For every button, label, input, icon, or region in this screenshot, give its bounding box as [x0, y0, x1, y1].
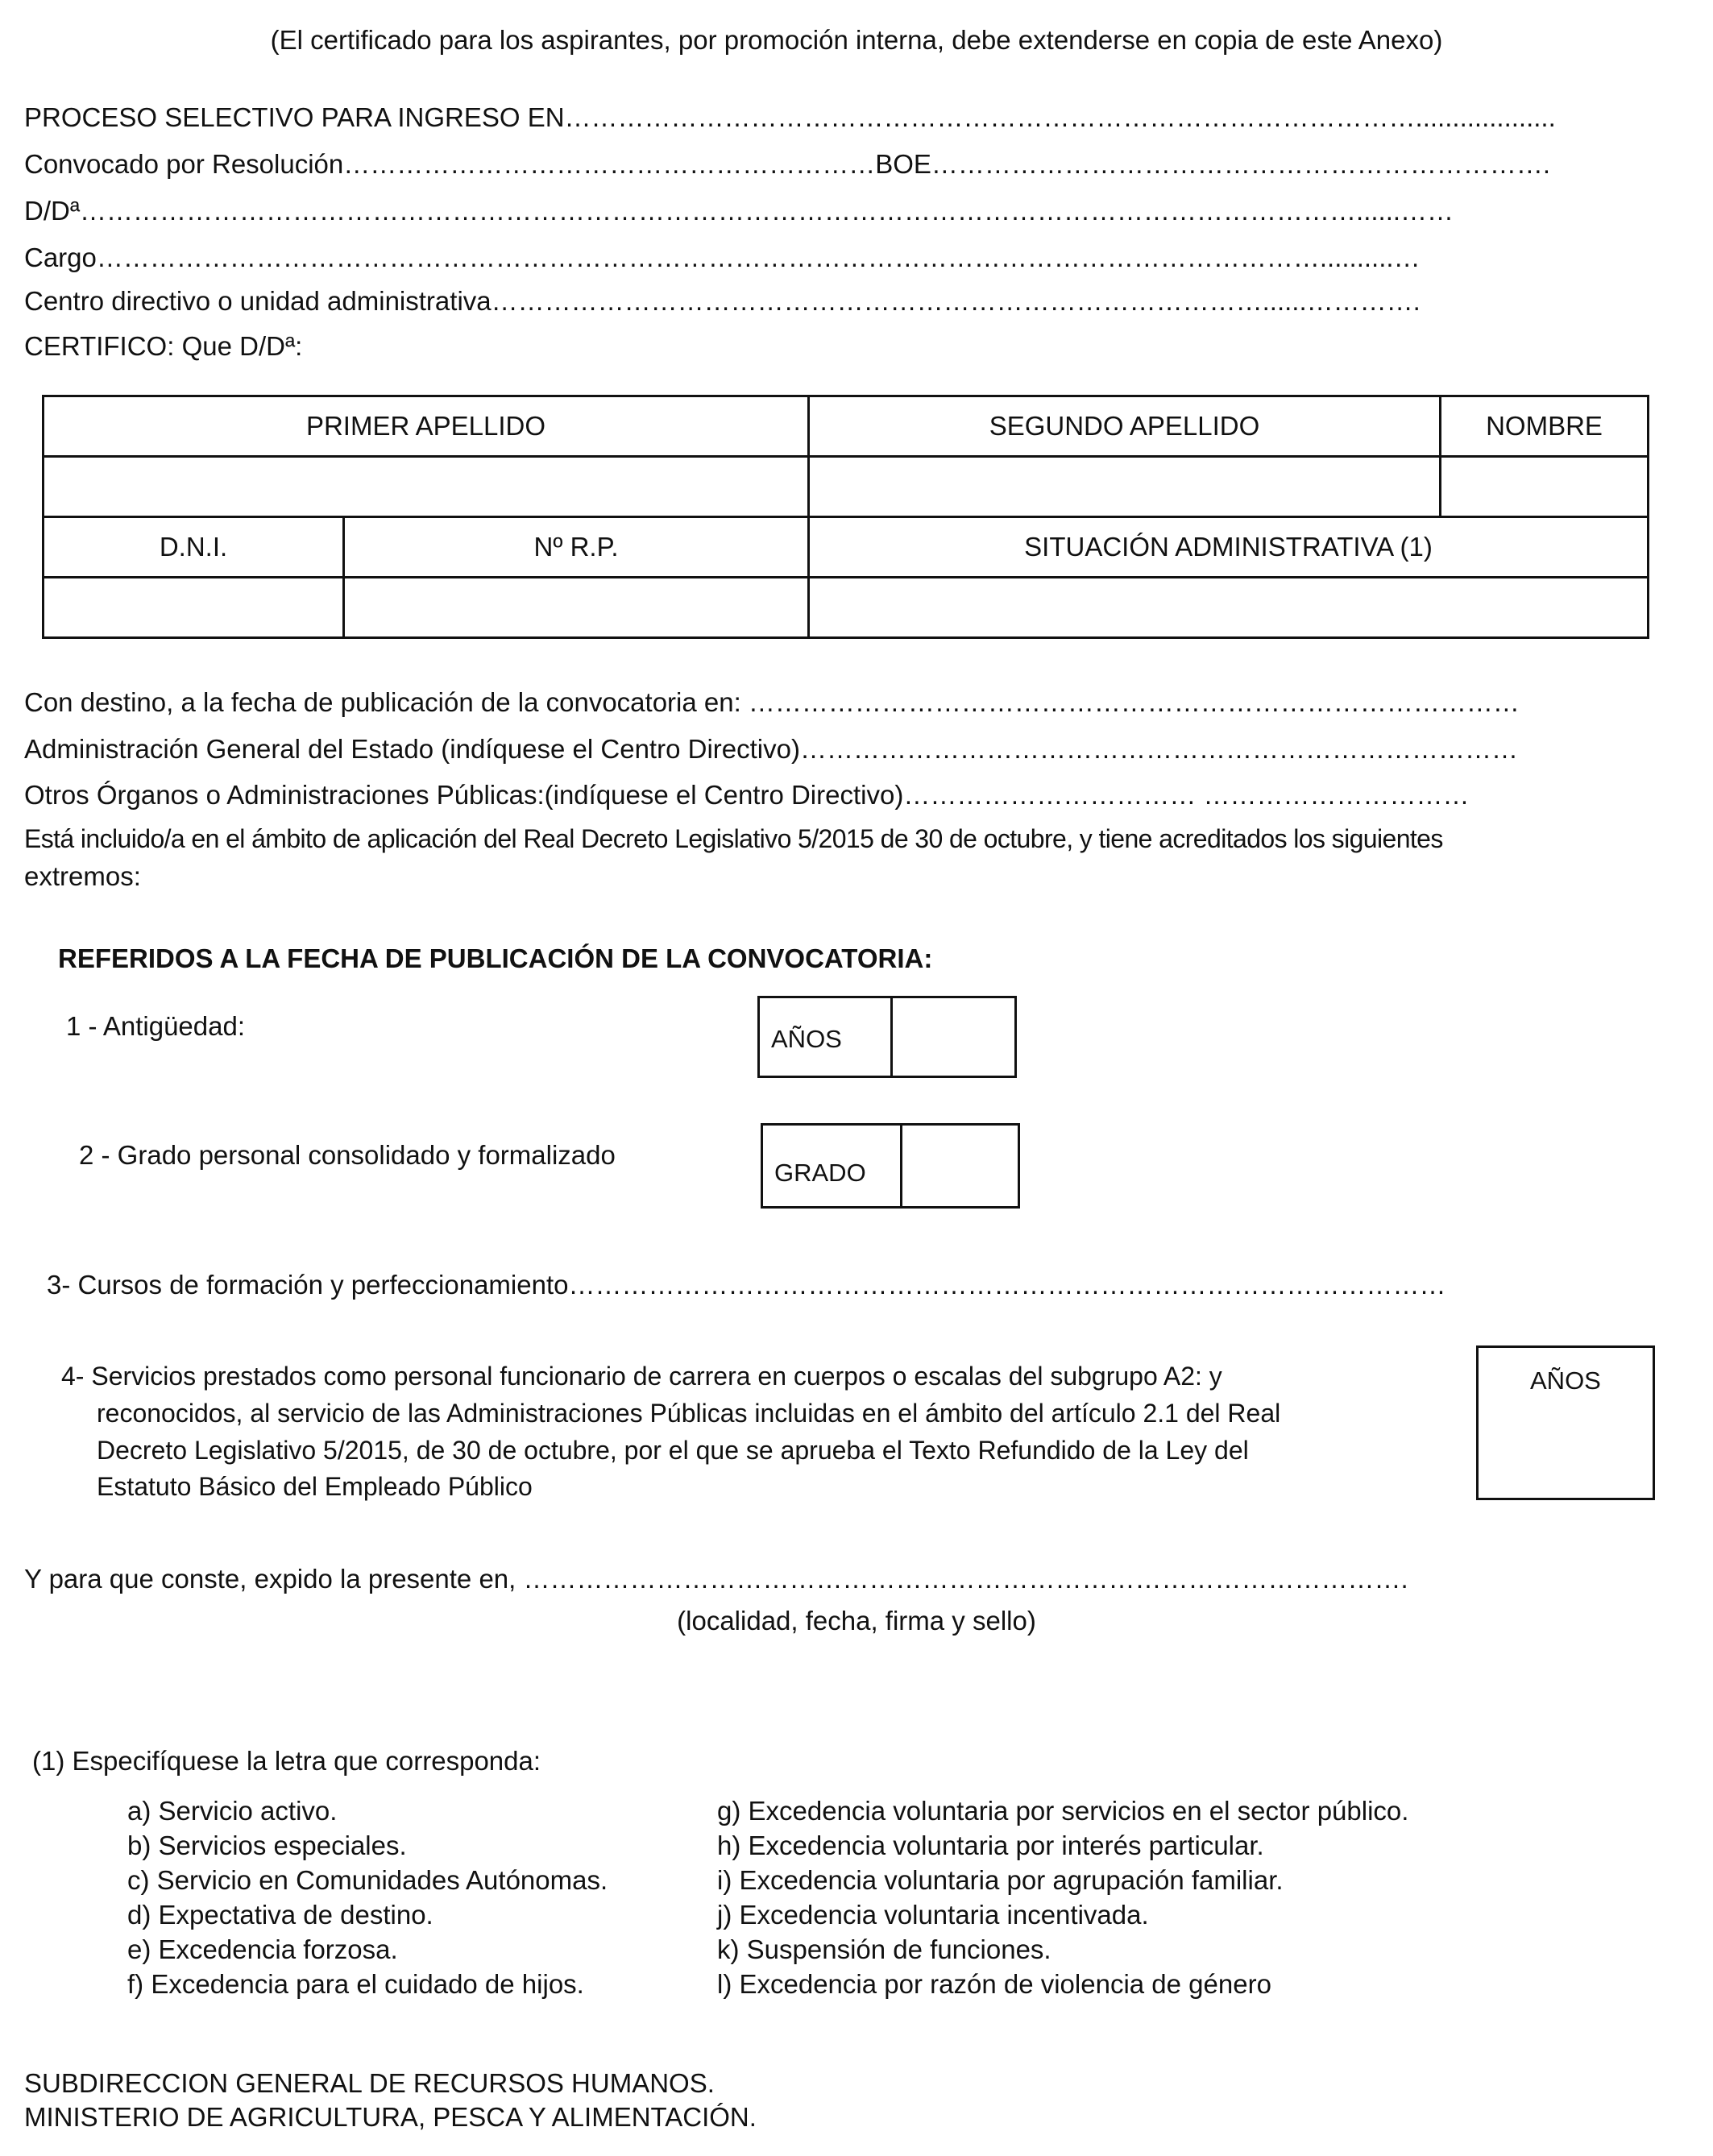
- otros-organos-line: Otros Órganos o Administraciones Públicas:(indíquese el Centro Directivo)…………………………… …………………………: [24, 780, 1470, 810]
- cell-situacion-administrativa[interactable]: [809, 578, 1649, 638]
- closing-sub: (localidad, fecha, firma y sello): [677, 1606, 1036, 1636]
- list-item: d) Expectativa de destino.: [127, 1900, 433, 1930]
- extremos-line: extremos:: [24, 861, 141, 891]
- item-servicios-line1: 4- Servicios prestados como personal funcionario de carrera en cuerpos o escalas del subgrupo A2: y: [61, 1362, 1222, 1391]
- personal-data-table: [42, 395, 1649, 639]
- cell-primer-apellido[interactable]: [44, 457, 809, 517]
- list-item: e) Excedencia forzosa.: [127, 1934, 398, 1964]
- status-list-right: [717, 1793, 1408, 2001]
- footer-subdireccion: SUBDIRECCION GENERAL DE RECURSOS HUMANOS.: [24, 2068, 715, 2098]
- footer-ministerio: MINISTERIO DE AGRICULTURA, PESCA Y ALIMENTACIÓN.: [24, 2102, 757, 2132]
- item-cursos-formacion: 3- Cursos de formación y perfeccionamiento………………………………………………………………………………………: [47, 1270, 1446, 1300]
- item-antiguedad-label: 1 - Antigüedad:: [66, 1011, 246, 1041]
- list-item: g) Excedencia voluntaria por servicios en el sector público.: [717, 1796, 1409, 1826]
- antiguedad-years-input[interactable]: [890, 998, 1014, 1076]
- header-primer-apellido: PRIMER APELLIDO: [44, 396, 809, 457]
- closing-line: Y para que conste, expido la presente en, ……………………………………………………………………………………….: [24, 1564, 1408, 1594]
- administracion-general-line: Administración General del Estado (indíquese el Centro Directivo)………………………………………………………………………: [24, 734, 1518, 764]
- servicios-anos-box[interactable]: [1476, 1345, 1655, 1500]
- list-item: l) Excedencia por razón de violencia de género: [717, 1969, 1271, 1999]
- cell-segundo-apellido[interactable]: [809, 457, 1441, 517]
- header-dni: D.N.I.: [44, 517, 344, 578]
- grado-box-label: GRADO: [774, 1159, 866, 1187]
- item-servicios-line3: Decreto Legislativo 5/2015, de 30 de octubre, por el que se aprueba el Texto Refundido de la Ley del: [97, 1436, 1249, 1465]
- antiguedad-box-label: AÑOS: [771, 1025, 842, 1053]
- cell-nombre[interactable]: [1441, 457, 1649, 517]
- grado-value-input[interactable]: [900, 1126, 1018, 1206]
- field-dd-name: D/Dª………………………………………………………………………………………………………………………………......……: [24, 196, 1454, 226]
- list-item: a) Servicio activo.: [127, 1796, 338, 1826]
- item-servicios-line2: reconocidos, al servicio de las Administraciones Públicas incluidas en el ámbito del artículo 2.1 del Real: [97, 1399, 1281, 1428]
- destino-line: Con destino, a la fecha de publicación de la convocatoria en: ……………………………………………………………………………: [24, 687, 1520, 717]
- list-item: j) Excedencia voluntaria incentivada.: [717, 1900, 1149, 1930]
- list-item: b) Servicios especiales.: [127, 1831, 407, 1860]
- cell-dni[interactable]: [44, 578, 344, 638]
- header-situacion-administrativa: SITUACIÓN ADMINISTRATIVA (1): [809, 517, 1649, 578]
- header-segundo-apellido: SEGUNDO APELLIDO: [809, 396, 1441, 457]
- servicios-anos-label: AÑOS: [1530, 1366, 1601, 1395]
- note-heading: (1) Especifíquese la letra que corresponda:: [32, 1746, 541, 1776]
- referidos-heading: REFERIDOS A LA FECHA DE PUBLICACIÓN DE LA CONVOCATORIA:: [58, 943, 933, 973]
- item-servicios-line4: Estatuto Básico del Empleado Público: [97, 1472, 533, 1501]
- header-nrp: Nº R.P.: [344, 517, 809, 578]
- item-grado-label: 2 - Grado personal consolidado y formalizado: [79, 1140, 616, 1170]
- header-note: (El certificado para los aspirantes, por promoción interna, debe extenderse en copia de este Anexo): [270, 25, 1443, 55]
- header-nombre: NOMBRE: [1441, 396, 1649, 457]
- cell-nrp[interactable]: [344, 578, 809, 638]
- list-item: h) Excedencia voluntaria por interés particular.: [717, 1831, 1264, 1860]
- list-item: f) Excedencia para el cuidado de hijos.: [127, 1969, 584, 1999]
- ambito-aplicacion-line: Está incluido/a en el ámbito de aplicación del Real Decreto Legislativo 5/2015 de 30 de octubre, y tiene acreditados los siguientes: [24, 824, 1443, 853]
- field-cargo: Cargo…………………………………………………………………………………………………………………………..........…: [24, 243, 1421, 272]
- list-item: c) Servicio en Comunidades Autónomas.: [127, 1865, 608, 1895]
- certifico-label: CERTIFICO: Que D/Dª:: [24, 331, 303, 361]
- field-centro-directivo: Centro directivo o unidad administrativa……………………………………………………………………………......………….: [24, 286, 1421, 316]
- field-convocado-resolucion: Convocado por Resolución……………………………………………………BOE…………………………………………………………….: [24, 149, 1551, 179]
- field-proceso-selectivo: PROCESO SELECTIVO PARA INGRESO EN……………………………………………………………………………………...................: [24, 102, 1556, 132]
- status-list-left: [127, 1793, 608, 2001]
- list-item: k) Suspensión de funciones.: [717, 1934, 1051, 1964]
- list-item: i) Excedencia voluntaria por agrupación familiar.: [717, 1865, 1284, 1895]
